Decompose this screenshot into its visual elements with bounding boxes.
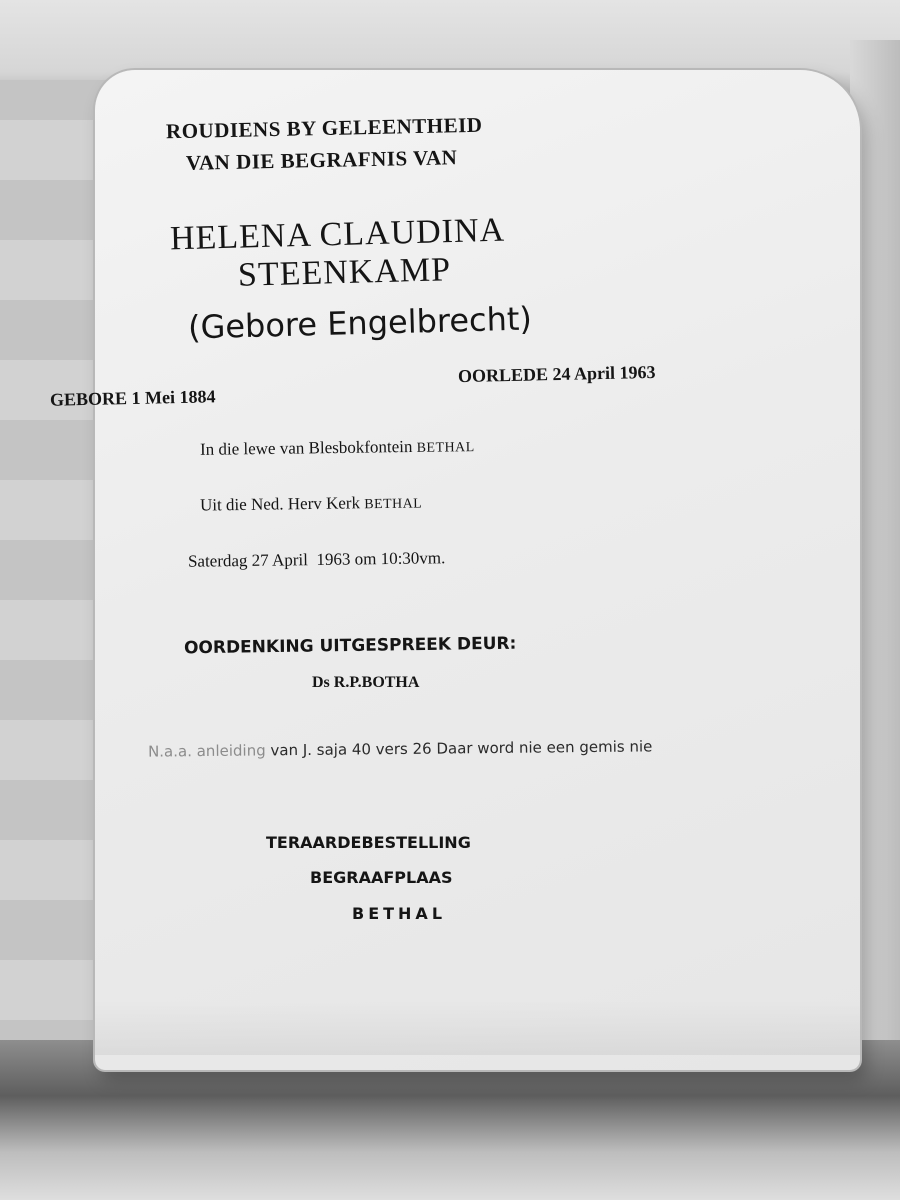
heading-line-1: ROUDIENS BY GELEENTHEID xyxy=(165,112,483,144)
residence-town: BETHAL xyxy=(416,440,475,456)
deceased-name-line-1: HELENA CLAUDINA xyxy=(169,211,506,258)
residence-line xyxy=(200,436,475,460)
deceased-name-line-2: STEENKAMP xyxy=(237,251,452,294)
scripture-text: van J. saja 40 vers 26 Daar word nie een gemis nie xyxy=(270,737,653,760)
born-date: 1 Mei 1884 xyxy=(131,386,216,409)
born-label: GEBORE xyxy=(49,388,128,410)
burial-place: BEGRAAFPLAAS xyxy=(310,868,453,887)
service-year-time: 1963 om 10:30vm. xyxy=(316,548,446,570)
church-line xyxy=(200,492,423,515)
burial-heading: TERAARDEBESTELLING xyxy=(266,833,471,852)
date-of-death xyxy=(458,362,656,387)
service-day: Saterdag 27 April xyxy=(187,550,309,571)
burial-town: BETHAL xyxy=(352,904,447,923)
sermon-heading: OORDENKING UITGESPREEK DEUR: xyxy=(183,633,517,659)
church-town: BETHAL xyxy=(364,496,423,513)
service-date-line xyxy=(188,548,446,572)
background-left xyxy=(0,80,110,1080)
died-date: 24 April 1963 xyxy=(552,361,656,385)
maiden-name: (Gebore Engelbrecht) xyxy=(187,299,533,347)
date-of-birth xyxy=(50,386,216,410)
heading-line-2: VAN DIE BEGRAFNIS VAN xyxy=(185,145,458,175)
scripture-faded-text: N.a.a. anleiding xyxy=(147,741,266,761)
officiant-name: Ds R.P.BOTHA xyxy=(312,674,420,691)
died-label: OORLEDE xyxy=(457,364,549,387)
sheet-fold-shadow xyxy=(95,1000,860,1055)
residence-text: In die lewe van Blesbokfontein xyxy=(199,436,413,459)
church-text: Uit die Ned. Herv Kerk xyxy=(199,493,361,515)
